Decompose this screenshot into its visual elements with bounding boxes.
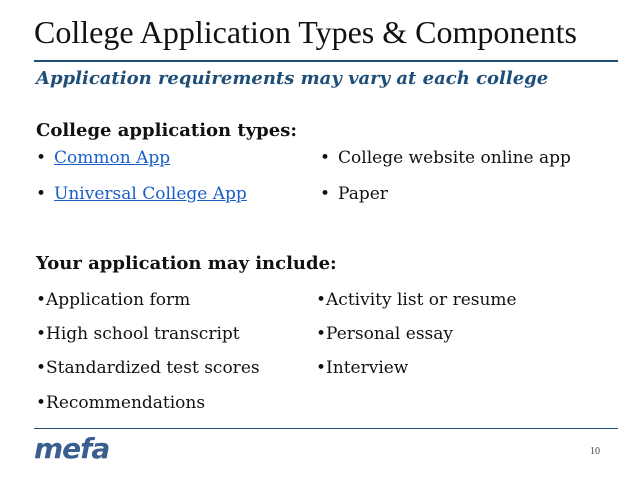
types-heading: College application types:: [36, 120, 297, 141]
type-item-website-app: [320, 148, 571, 168]
common-app-link[interactable]: Common App: [54, 148, 171, 168]
mefa-logo: mefa: [34, 432, 110, 465]
include-item: •Application form: [36, 290, 191, 310]
type-item-paper: [320, 184, 388, 204]
bullet: •: [320, 184, 331, 204]
type-item-universal-app: [36, 184, 247, 204]
bullet: •: [36, 184, 47, 204]
universal-college-app-link[interactable]: Universal College App: [54, 184, 247, 204]
include-item: •Interview: [316, 358, 409, 378]
footer-divider: [34, 428, 618, 429]
include-item: •Activity list or resume: [316, 290, 517, 310]
page-number: 10: [590, 446, 600, 457]
bullet: •: [320, 148, 331, 168]
includes-heading: Your application may include:: [36, 253, 337, 274]
include-item: •Personal essay: [316, 324, 454, 344]
title-divider: [34, 60, 618, 62]
include-item: •High school transcript: [36, 324, 240, 344]
slide-subtitle: Application requirements may vary at each college: [36, 68, 549, 89]
type-label: College website online app: [338, 148, 571, 168]
type-label: Paper: [338, 184, 388, 204]
include-item: •Recommendations: [36, 393, 206, 413]
bullet: •: [36, 148, 47, 168]
slide-title: College Application Types & Components: [34, 14, 577, 50]
type-item-common-app: [36, 148, 170, 168]
include-item: •Standardized test scores: [36, 358, 260, 378]
